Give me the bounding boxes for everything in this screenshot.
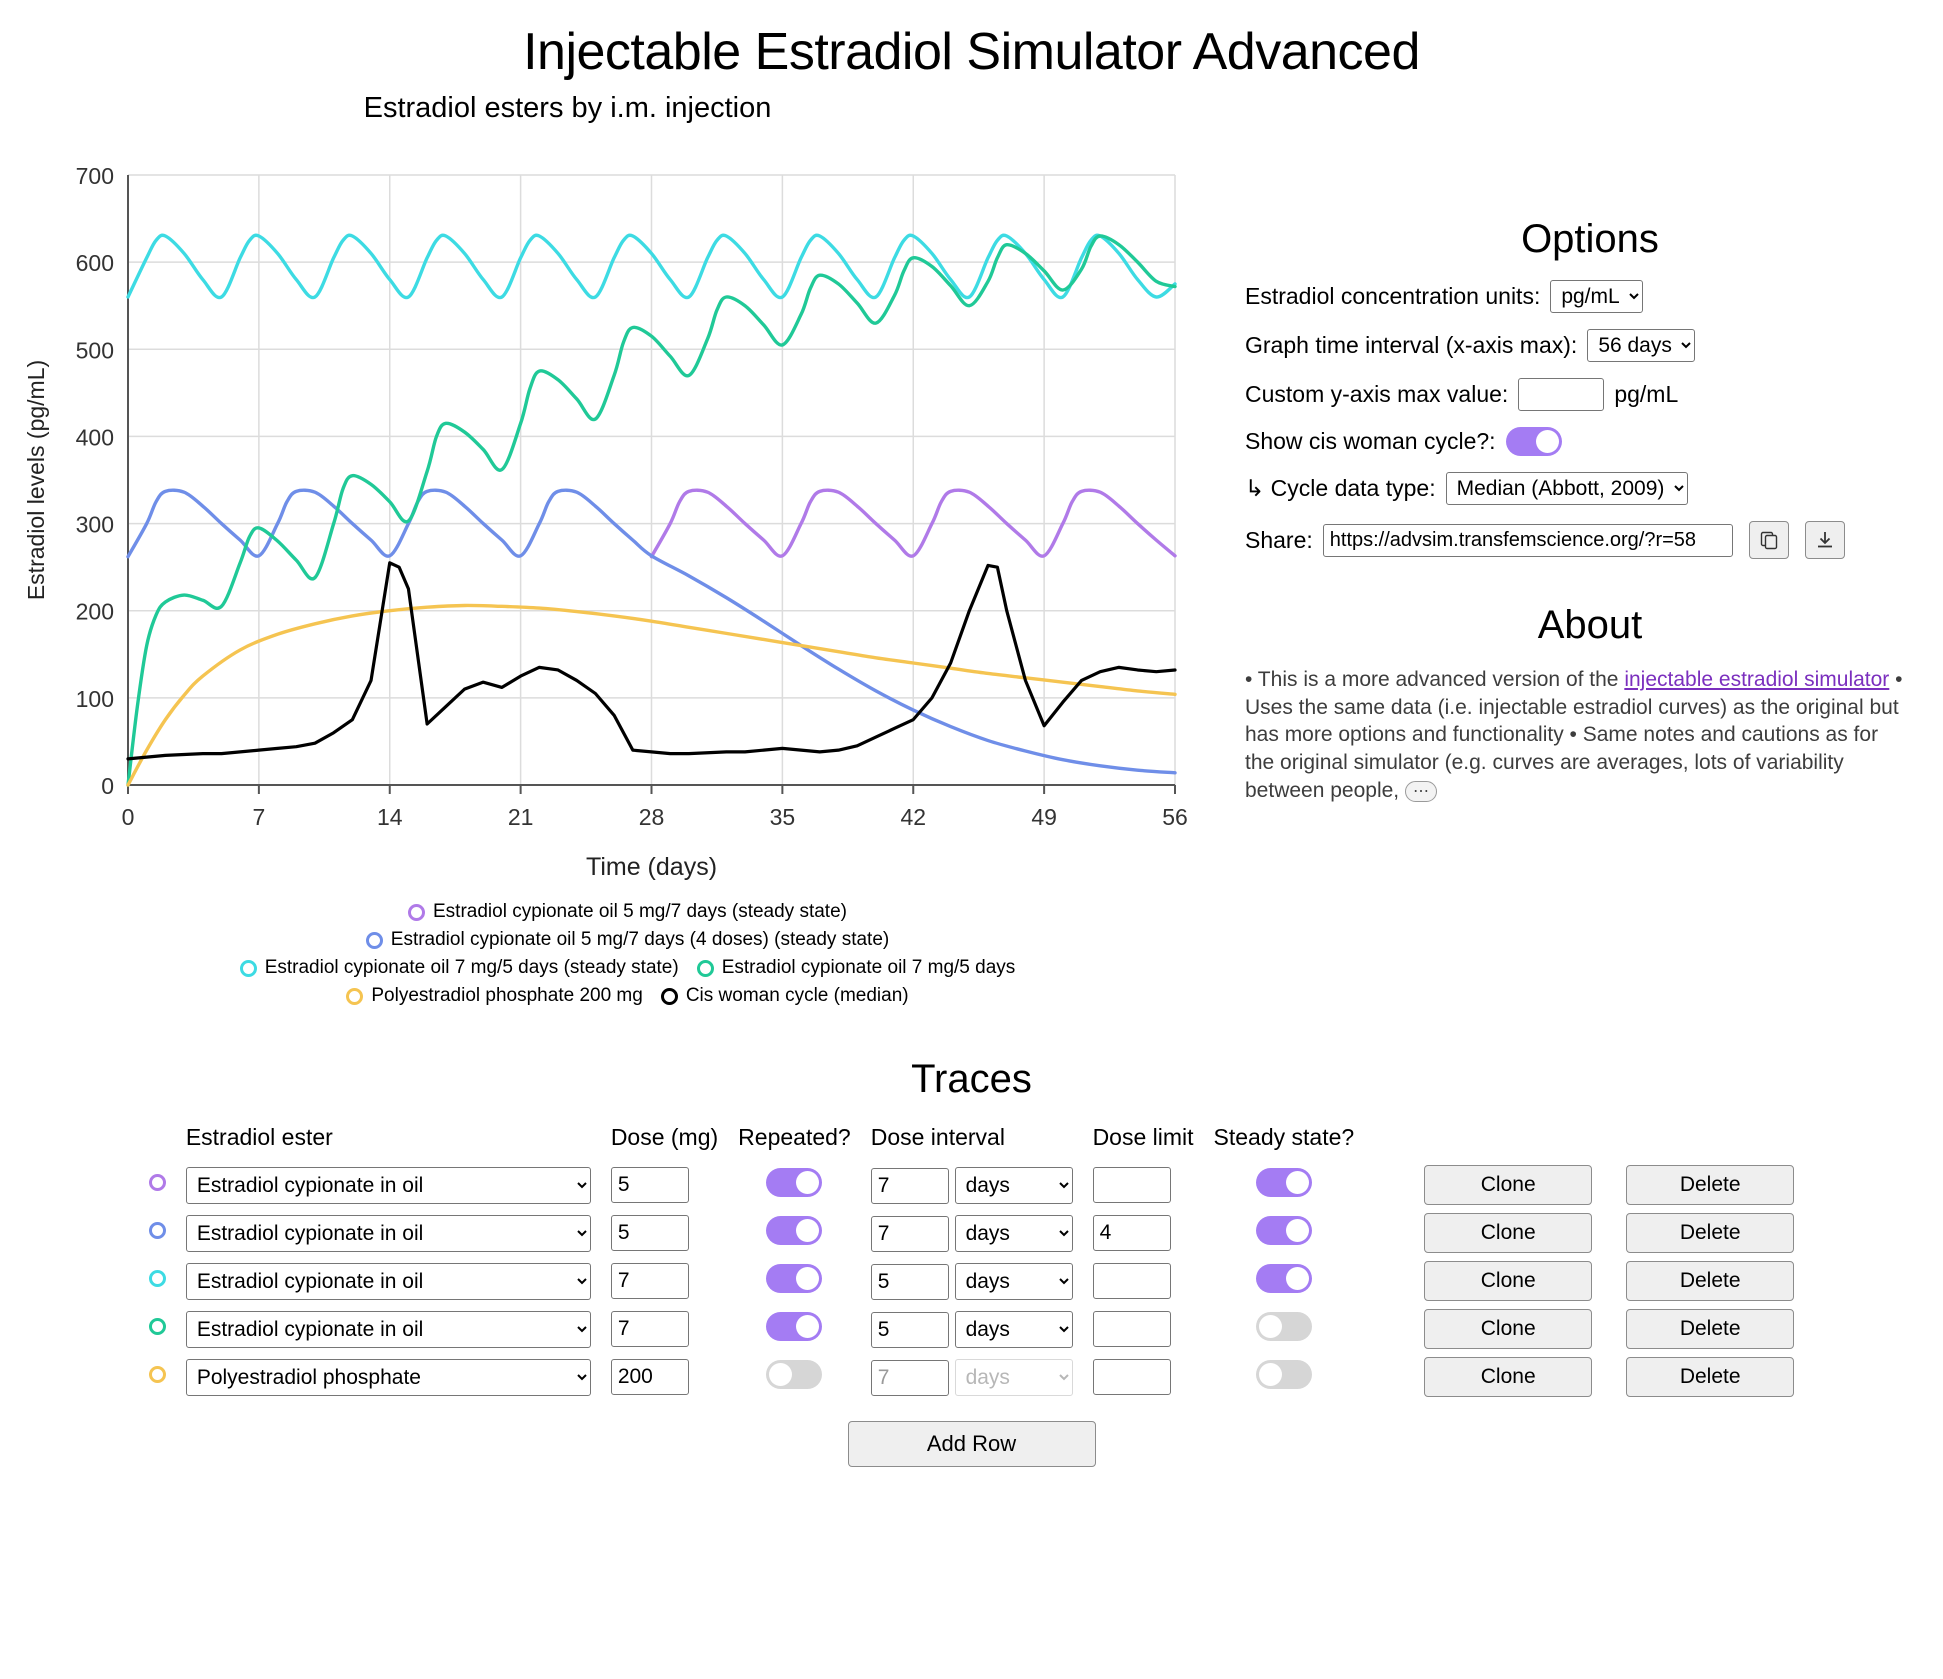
legend-label: Estradiol cypionate oil 5 mg/7 days (steady state) [433,901,847,922]
ester-select[interactable] [186,1263,591,1300]
ymax-row [1245,378,1935,411]
ester-select[interactable] [186,1311,591,1348]
x-tick-label: 49 [1031,804,1057,830]
legend-label: Polyestradiol phosphate 200 mg [371,985,643,1006]
col-color [139,1124,176,1161]
dose-interval-unit-select[interactable] [955,1263,1073,1300]
x-tick-label: 7 [252,804,266,830]
repeated-toggle[interactable] [766,1216,822,1245]
steady-state-toggle[interactable] [1256,1168,1312,1197]
x-tick-label: 21 [507,804,534,830]
y-tick-label: 200 [75,598,114,625]
legend-row [10,985,1245,1007]
clone-button[interactable]: Clone [1424,1261,1592,1301]
legend-marker-icon [240,960,257,977]
legend-row [10,957,1245,979]
add-row-button[interactable]: Add Row [848,1421,1096,1467]
legend-marker-icon [408,904,425,921]
legend-marker-icon [697,960,714,977]
steady-state-toggle[interactable] [1256,1312,1312,1341]
legend-row [10,901,1245,923]
col-repeated: Repeated? [738,1124,851,1150]
ester-select[interactable] [186,1215,591,1252]
time-interval-select[interactable] [1587,329,1695,362]
legend-item [661,985,909,1007]
legend-item [346,985,642,1007]
legend-item [240,957,679,979]
legend-row [10,929,1245,951]
units-label: Estradiol concentration units: [1245,283,1541,309]
traces-section [0,1124,1943,1401]
color-dot-icon [149,1318,166,1335]
about-text [1245,666,1905,805]
y-tick-label: 500 [75,337,114,364]
col-interval: Dose interval [870,1124,1005,1150]
copy-icon[interactable] [1749,521,1789,559]
dose-input[interactable] [611,1167,689,1203]
ymax-input[interactable] [1518,378,1604,411]
y-tick-label: 400 [75,424,114,451]
ymax-label: Custom y-axis max value: [1245,381,1509,407]
about-more-button[interactable]: ⋯ [1405,781,1437,802]
color-dot-icon [149,1174,166,1191]
options-heading: Options [1521,217,1659,261]
y-tick-label: 100 [75,685,114,712]
delete-button[interactable]: Delete [1626,1213,1794,1253]
x-tick-label: 42 [900,804,927,830]
legend-marker-icon [366,932,383,949]
dose-limit-input[interactable] [1093,1215,1171,1251]
dose-interval-input[interactable] [871,1312,949,1348]
dose-interval-unit-select[interactable] [955,1311,1073,1348]
traces-heading: Traces [911,1057,1032,1101]
table-row [139,1305,1804,1353]
repeated-toggle[interactable] [766,1312,822,1341]
about-part1: • This is a more advanced version of the [1245,668,1625,691]
repeated-toggle[interactable] [766,1168,822,1197]
legend-label: Estradiol cypionate oil 7 mg/5 days (steady state) [264,957,679,978]
clone-button[interactable]: Clone [1424,1165,1592,1205]
add-row-wrap [0,1421,1943,1467]
chart-legend [10,901,1245,1007]
dose-input[interactable] [611,1263,689,1299]
y-tick-label: 700 [75,163,114,189]
cycle-toggle-label: Show cis woman cycle?: [1245,428,1496,454]
table-row [139,1209,1804,1257]
cycle-type-label: ↳ Cycle data type: [1245,475,1436,501]
y-tick-label: 300 [75,511,114,538]
dose-limit-input[interactable] [1093,1311,1171,1347]
legend-item [366,929,889,951]
delete-button[interactable]: Delete [1626,1165,1794,1205]
trace-color-swatch [139,1209,176,1257]
y-axis-label: Estradiol levels (pg/mL) [23,359,49,601]
units-row [1245,280,1935,313]
trace-color-swatch [139,1257,176,1305]
dose-limit-input[interactable] [1093,1263,1171,1299]
repeated-toggle[interactable] [766,1360,822,1389]
dose-input[interactable] [611,1215,689,1251]
legend-marker-icon [346,988,363,1005]
legend-marker-icon [661,988,678,1005]
units-select[interactable] [1550,280,1643,313]
legend-label: Estradiol cypionate oil 7 mg/5 days [721,957,1016,978]
x-tick-label: 14 [376,804,403,830]
table-row [139,1353,1804,1401]
steady-state-toggle[interactable] [1256,1216,1312,1245]
legend-label: Cis woman cycle (median) [685,985,909,1006]
ester-select[interactable] [186,1167,591,1204]
share-row [1245,521,1935,559]
delete-button[interactable]: Delete [1626,1357,1794,1397]
col-dose: Dose (mg) [610,1124,719,1150]
traces-body [139,1161,1804,1401]
time-interval-row [1245,329,1935,362]
steady-state-toggle[interactable] [1256,1264,1312,1293]
ymax-unit-label: pg/mL [1614,381,1679,407]
col-limit: Dose limit [1092,1124,1194,1150]
color-dot-icon [149,1222,166,1239]
dose-limit-input[interactable] [1093,1359,1171,1395]
repeated-toggle[interactable] [766,1264,822,1293]
x-tick-label: 56 [1162,804,1188,830]
delete-button[interactable]: Delete [1626,1261,1794,1301]
color-dot-icon [149,1366,166,1383]
x-tick-label: 35 [769,804,796,830]
chart-title: Estradiol esters by i.m. injection [363,92,772,124]
time-interval-label: Graph time interval (x-axis max): [1245,332,1578,358]
chart-column [0,92,1245,1013]
dose-interval-unit-select[interactable] [955,1167,1073,1204]
clone-button[interactable]: Clone [1424,1309,1592,1349]
page-title: Injectable Estradiol Simulator Advanced [523,23,1420,81]
cycle-type-row [1245,472,1935,505]
trace-color-swatch [139,1353,176,1401]
col-ester: Estradiol ester [185,1124,333,1150]
dose-limit-input[interactable] [1093,1167,1171,1203]
trace-color-swatch [139,1305,176,1353]
dose-interval-unit-select[interactable] [955,1215,1073,1252]
dose-interval-input[interactable] [871,1264,949,1300]
download-icon[interactable] [1805,521,1845,559]
dose-interval-input[interactable] [871,1168,949,1204]
legend-item [697,957,1016,979]
options-panel [1245,92,1935,805]
ester-select[interactable] [186,1359,591,1396]
x-tick-label: 28 [638,804,665,830]
y-tick-label: 0 [101,773,114,799]
legend-label: Estradiol cypionate oil 5 mg/7 days (4 doses) (steady state) [390,929,890,950]
dose-input[interactable] [611,1311,689,1347]
chart-svg [10,135,1200,895]
legend-item [408,901,847,923]
traces-header-row [139,1124,1804,1161]
y-tick-label: 600 [75,250,114,277]
dose-interval-unit-select[interactable] [955,1359,1073,1396]
col-steady: Steady state? [1213,1124,1355,1150]
steady-state-toggle[interactable] [1256,1360,1312,1389]
clone-button[interactable]: Clone [1424,1213,1592,1253]
share-url-input[interactable] [1323,524,1733,557]
cycle-toggle-row [1245,427,1935,456]
share-label: Share: [1245,526,1313,553]
about-heading: About [1537,603,1643,647]
dose-interval-input[interactable] [871,1216,949,1252]
dose-interval-input[interactable] [871,1360,949,1396]
col-actions [1364,1124,1804,1161]
x-axis-label: Time (days) [585,853,718,881]
top-section [0,92,1943,1013]
dose-input[interactable] [611,1359,689,1395]
x-tick-label: 0 [121,804,135,830]
color-dot-icon [149,1270,166,1287]
chart-plot [10,135,1245,895]
trace-color-swatch [139,1161,176,1209]
clone-button[interactable]: Clone [1424,1357,1592,1397]
injectable-simulator-link[interactable]: injectable estradiol simulator [1624,668,1890,691]
about-part2: • Uses the same data (i.e. injectable estradiol curves) as the original but has more options and functionality • Same notes and cautions as for the original simulator (e.g. curves are averages, lots of variability between people, [1245,668,1903,802]
traces-table [139,1124,1804,1401]
delete-button[interactable]: Delete [1626,1309,1794,1349]
table-row [139,1161,1804,1209]
cycle-toggle[interactable] [1506,427,1562,456]
table-row [139,1257,1804,1305]
cycle-type-select[interactable] [1446,472,1688,505]
